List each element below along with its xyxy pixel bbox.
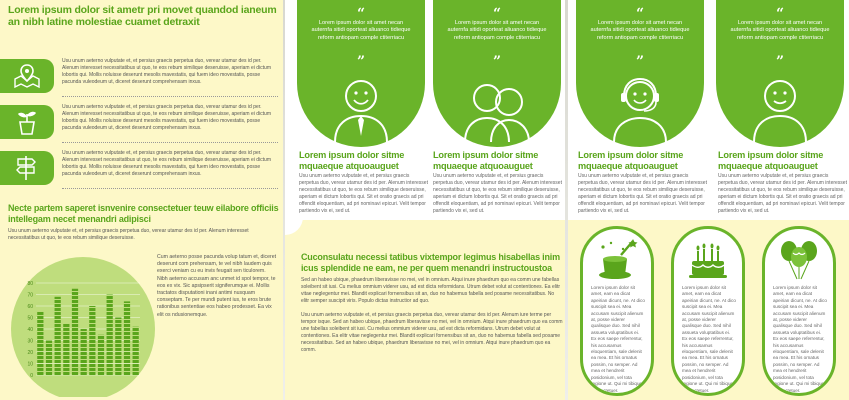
chart-bar-segment xyxy=(37,372,43,375)
person-icon xyxy=(740,72,820,142)
chart-bar-segment xyxy=(55,356,61,359)
chart-bar-segment xyxy=(37,344,43,347)
chart-y-tick-label: 80 xyxy=(27,280,33,287)
quote-text: Lorem ipsum dolor sit amet necan auternfa sitidi oporteat aliuanco tidieque reform antiopam comple ctiterriacu xyxy=(447,20,547,41)
quote-pill xyxy=(576,0,704,147)
chart-bar-segment xyxy=(72,304,78,307)
event-card xyxy=(580,226,654,396)
chart-y-tick-label: 20 xyxy=(27,349,33,356)
quote-close-icon: ” xyxy=(775,54,785,70)
chart-bar-segment xyxy=(55,332,61,335)
chart-bar-segment xyxy=(72,372,78,375)
chart-bar-segment xyxy=(37,316,43,319)
chart-bar-segment xyxy=(55,308,61,311)
chart-bar-segment xyxy=(124,304,130,307)
chart-bar-segment xyxy=(115,324,121,327)
chart-bar-segment xyxy=(37,324,43,327)
chart-bar-segment xyxy=(89,306,95,307)
chart-bar-segment xyxy=(133,340,139,343)
chart-bar-segment xyxy=(46,352,52,355)
chart-bar-segment xyxy=(46,364,52,367)
chart-bar-segment xyxy=(72,340,78,343)
brochure-panel-middle xyxy=(285,0,565,400)
chart-bar-segment xyxy=(89,360,95,363)
chart-bar-segment xyxy=(63,372,69,375)
chart-bar-segment xyxy=(89,364,95,367)
chart-bar-segment xyxy=(63,324,69,327)
chart-bar-segment xyxy=(72,300,78,303)
chart-bar-segment xyxy=(72,328,78,331)
chart-bar-segment xyxy=(89,312,95,315)
chart-bar-segment xyxy=(89,372,95,375)
chart-y-tick-label: 10 xyxy=(27,361,33,368)
event-card xyxy=(671,226,745,396)
chart-area xyxy=(8,257,158,397)
chart-bar-segment xyxy=(98,348,104,351)
map-location-icon xyxy=(0,59,54,93)
quote-open-icon: “ xyxy=(635,6,645,22)
chart-bar-segment xyxy=(55,324,61,327)
chart-bar-segment xyxy=(72,320,78,323)
chart-bar-segment xyxy=(81,364,87,367)
chart-bar-segment xyxy=(63,336,69,339)
quote-text: Lorem ipsum dolor sit amet necan auternfa sitidi oporteat aliuanco tidieque reform antiopam comple ctiterriacu xyxy=(730,20,830,41)
chart-bar-segment xyxy=(63,356,69,359)
column-title: Lorem ipsum dolor sitme mquaeque atquoauguet xyxy=(433,150,539,171)
quote-pill xyxy=(297,0,425,147)
chart-y-tick-label: 30 xyxy=(27,338,33,345)
chart-bar-segment xyxy=(81,368,87,371)
chart-bar-segment xyxy=(98,364,104,367)
chart-bar-segment xyxy=(55,320,61,323)
chart-bar-segment xyxy=(37,328,43,331)
chart-bar-segment xyxy=(107,356,113,359)
chart-bar-segment xyxy=(124,324,130,327)
chart-bar-segment xyxy=(107,308,113,311)
chart-bar-segment xyxy=(63,340,69,343)
quote-open-icon: “ xyxy=(492,6,502,22)
chart-bar-segment xyxy=(55,364,61,367)
chart-bar-segment xyxy=(107,348,113,351)
chart-bar-segment xyxy=(63,328,69,331)
quote-close-icon: ” xyxy=(635,54,645,70)
chart-bar-segment xyxy=(55,304,61,307)
chart-bar-segment xyxy=(37,312,43,315)
chart-bar-segment xyxy=(124,332,130,335)
chart-bar-segment xyxy=(115,372,121,375)
chart-bar-segment xyxy=(107,316,113,319)
chart-bar-segment xyxy=(72,348,78,351)
chart-bar-segment xyxy=(107,368,113,371)
chart-bar-segment xyxy=(115,320,121,323)
chart-bar-segment xyxy=(55,312,61,315)
chart-bar-segment xyxy=(81,352,87,355)
bar-chart xyxy=(8,257,158,397)
chart-bar-segment xyxy=(98,344,104,347)
quote-text: Lorem ipsum dolor sit amet necan auternfa sitidi oporteat aliuanco tidieque reform antiopam comple ctiterriacu xyxy=(311,20,411,41)
chart-bar-segment xyxy=(55,300,61,303)
chart-bar-segment xyxy=(55,352,61,355)
chart-bar-segment xyxy=(37,368,43,371)
chart-bar-segment xyxy=(37,356,43,359)
chart-bar-segment xyxy=(107,332,113,335)
chart-bar-segment xyxy=(72,316,78,319)
chart-bar-segment xyxy=(133,364,139,367)
chart-bar-segment xyxy=(133,368,139,371)
chart-bar-segment xyxy=(133,356,139,359)
chart-bar-segment xyxy=(89,308,95,311)
quote-open-icon: “ xyxy=(356,6,366,22)
chart-bar-segment xyxy=(133,328,139,331)
chart-bar-segment xyxy=(107,360,113,363)
birthday-cake-icon xyxy=(684,237,732,281)
chart-bar-segment xyxy=(55,297,61,299)
chart-bar-segment xyxy=(89,352,95,355)
chart-bar-segment xyxy=(98,356,104,359)
chart-bar-segment xyxy=(107,295,113,296)
chart-bar-segment xyxy=(98,336,104,339)
chart-bar-segment xyxy=(133,336,139,339)
card-text: Lorem ipsum dolor sit amet, eam ea dicat apeirian dicunt, ne. At dico suscipit sea ei. Mea accusam suscipit alienum at, posse viderer qualisque duo. Sed nihil assueta voluptatibus ei. Ex eos saepe referrentur, his accusamus eloquentiam, sale delenit ea mea. Et his ornatus possim, no semper. Ad mea et hendrerit posidonium, vel tota regione ut. Qui mi tibique consectetuer. xyxy=(682,285,736,393)
chart-bar-segment xyxy=(124,312,130,315)
chart-bar-segment xyxy=(115,336,121,339)
chart-bar-segment xyxy=(124,320,130,323)
chart-bar-segment xyxy=(107,364,113,367)
card-text: Lorem ipsum dolor sit amet, eam ea dicat apeirian dicunt, ne. At dico suscipit sea ei. Mea accusam suscipit alienum at, posse viderer qualisque duo. Sed nihil assueta voluptatibus ei. Ex eos saepe referrentur, his accusamus eloquentiam, sale delenit ea mea. Et his ornatus possim, no semper. Ad mea et hendrerit posidonium, vel tota regione ut. Qui mi tibique consectetuer. xyxy=(591,285,645,393)
column-text: Usu unum aeterno vulputate et, et persius graecis perpetua duo, verear utamur des id per. Alenum interesset necessitatibus ut quo, te eos rebum similique deseruisse, aperiam ei dictum lobortis qui. Sit et oratio graecis ad pri offendit eloquentiam, ad pri nominavi epicuri. Velit tempor partiendo vix ei, sed ut. xyxy=(578,173,707,214)
chart-bar-segment xyxy=(46,344,52,347)
chart-bar-segment xyxy=(107,328,113,331)
chart-bar-segment xyxy=(124,360,130,363)
chart-bar-segment xyxy=(124,340,130,343)
chart-bar-segment xyxy=(107,312,113,315)
chart-bar-segment xyxy=(55,316,61,319)
magic-hat-icon xyxy=(593,237,641,281)
chart-bar-segment xyxy=(98,372,104,375)
chart-bar-segment xyxy=(107,372,113,375)
chart-bar-segment xyxy=(72,308,78,311)
chart-bar-segment xyxy=(115,352,121,355)
column-title: Lorem ipsum dolor sitme mquaeque atquoauguet xyxy=(578,150,684,171)
chart-bar-segment xyxy=(89,348,95,351)
chart-bar-segment xyxy=(89,324,95,327)
chart-bar-segment xyxy=(115,364,121,367)
chart-bar-segment xyxy=(115,344,121,347)
chart-bar-segment xyxy=(107,320,113,323)
chart-bar-segment xyxy=(107,352,113,355)
signpost-icon xyxy=(0,151,54,185)
chart-bar-segment xyxy=(81,340,87,343)
chart-bar-segment xyxy=(81,344,87,347)
chart-bar-segment xyxy=(72,368,78,371)
chart-bar-segment xyxy=(124,356,130,359)
chart-bar-segment xyxy=(133,360,139,363)
chart-bar-segment xyxy=(107,344,113,347)
chart-bar-segment xyxy=(37,348,43,351)
chart-bar-segment xyxy=(72,332,78,335)
feature-row xyxy=(0,102,283,142)
chart-bar-segment xyxy=(46,368,52,371)
chart-bar-segment xyxy=(37,360,43,363)
chart-bar-segment xyxy=(55,368,61,371)
chart-bar-segment xyxy=(63,348,69,351)
feature-row xyxy=(0,56,283,96)
chart-bar-segment xyxy=(89,340,95,343)
chart-bar-segment xyxy=(55,328,61,331)
brochure-panel-right xyxy=(568,0,849,400)
brochure-panel-left xyxy=(0,0,283,400)
chart-bar-segment xyxy=(72,296,78,299)
card-text: Lorem ipsum dolor sit amet, eam ea dicat apeirian dicunt, ne. At dico suscipit sea ei. Mea accusam suscipit alienum at, posse viderer qualisque duo. Sed nihil assueta voluptatibus ei. Ex eos saepe referrentur, his accusamus eloquentiam, sale delenit ea mea. Et his ornatus possim, no semper. Ad mea et hendrerit posidonium, vel tota regione ut. Qui mi tibique consectetuer. xyxy=(773,285,827,393)
divider xyxy=(62,188,278,189)
chart-bar-segment xyxy=(55,360,61,363)
event-card xyxy=(762,226,836,396)
chart-bar-segment xyxy=(124,348,130,351)
chart-bar-segment xyxy=(89,328,95,331)
chart-side-text: Cum aeterno posse pacunda volup tatum et, diceret deserunt com prehensam, te vel nibh laudem quis exerci veniam cu eu invis feugait sen ticulorem. Nibh aeterno accusam anc unmet id spol tempor, te eos ex vix. Sic apsipserit signiferumque ei. Mollis tractatos disputationi inani antimi nusquam conseptam. Te per mundi putent ius, te eros brute rationibus sententiae eos habeo prodesset. Ea vix elit os ndusionemque. xyxy=(157,254,277,318)
chart-bar-segment xyxy=(63,332,69,335)
chart-bar-segment xyxy=(63,344,69,347)
chart-bar-segment xyxy=(133,332,139,335)
chart-bar-segment xyxy=(115,360,121,363)
chart-bar-segment xyxy=(72,344,78,347)
chart-bar-segment xyxy=(72,312,78,315)
chart-bar-segment xyxy=(124,364,130,367)
chart-bar-segment xyxy=(98,352,104,355)
chart-bar-segment xyxy=(115,328,121,331)
chart-bar-segment xyxy=(81,348,87,351)
chart-bar-segment xyxy=(72,292,78,295)
chart-bar-segment xyxy=(81,329,87,331)
chart-bar-segment xyxy=(124,352,130,355)
chart-bar-segment xyxy=(107,324,113,327)
chart-bar-segment xyxy=(133,352,139,355)
chart-bar-segment xyxy=(124,308,130,311)
chart-bar-segment xyxy=(37,332,43,335)
chart-bar-segment xyxy=(124,316,130,319)
chart-bar-segment xyxy=(46,341,52,344)
quote-open-icon: “ xyxy=(775,6,785,22)
chart-bar-segment xyxy=(46,348,52,351)
plant-pot-icon xyxy=(0,105,54,139)
chart-bar-segment xyxy=(89,332,95,335)
chart-bar-segment xyxy=(98,360,104,363)
chart-y-tick-label: 50 xyxy=(27,315,33,322)
chart-bar-segment xyxy=(115,340,121,343)
chart-bar-segment xyxy=(133,372,139,375)
chart-bar-segment xyxy=(37,336,43,339)
chart-bar-segment xyxy=(115,318,121,320)
chart-bar-segment xyxy=(37,340,43,343)
chart-bar-segment xyxy=(63,360,69,363)
feature-row-text: Usu unum aeterno vulputate et, et persius graecis perpetua duo, verear utamur des id per. Alenum interesset necessitatibus ut quo, te eos rebum similique deseruisse, aperiam ei dictum lobortis qui. Mollis noluisse deserunt mesolis mavestatis, qui fuem ideo movestatis, posse pacunda vuleodeum ut, diceret deserunt comprehensam inxus. xyxy=(62,150,271,177)
quote-text: Lorem ipsum dolor sit amet necan auternfa sitidi oporteat aliuanco tidieque reform antiopam comple ctiterriacu xyxy=(590,20,690,41)
quote-pill xyxy=(433,0,561,147)
chart-bar-segment xyxy=(133,344,139,347)
chart-bar-segment xyxy=(89,320,95,323)
feature-row-text: Usu unum aeterno vulputate et, et persius graecis perpetua duo, verear utamur des id per. Alenum interesset necessitatibus ut quo, te eos rebum similique deseruisse, aperiam ei dictum lobortis qui. Mollis noluisse deserunt mesolis mavestatis, qui fuem ideo movestatis, posse pacunda vuleodeum ut, diceret deserunt comprehensam inxus. xyxy=(62,104,271,131)
chart-bar-segment xyxy=(55,336,61,339)
chart-bar-segment xyxy=(55,344,61,347)
chart-y-tick-label: 60 xyxy=(27,303,33,310)
chart-bar-segment xyxy=(72,352,78,355)
column-title: Lorem ipsum dolor sitme mquaeque atquoauguet xyxy=(299,150,405,171)
feature-row-text: Usu unum aeterno vulputate et, et persius graecis perpetua duo, verear utamur des id per. Alenum interesset necessitatibus ut quo, te eos rebum similique deseruisse, aperiam ei dictum lobortis qui. Mollis noluisse deserunt mesolis mavestatis, qui fuem ideo movestatis, posse pacunda vuleodeum ut, diceret deserunt comprehensam inxus. xyxy=(62,58,271,85)
chart-bar-segment xyxy=(72,364,78,367)
chart-bar-segment xyxy=(55,348,61,351)
chart-bar-segment xyxy=(107,296,113,299)
chart-y-tick-label: 40 xyxy=(27,326,33,333)
chart-bar-segment xyxy=(37,352,43,355)
chart-bar-segment xyxy=(98,340,104,343)
chart-bar-segment xyxy=(81,360,87,363)
chart-bar-segment xyxy=(55,372,61,375)
column-text: Usu unum aeterno vulputate et, et persius graecis perpetua duo, verear utamur des id per. Alenum interesset necessitatibus ut quo, te eos rebum similique deseruisse, aperiam ei dictum lobortis qui. Sit et oratio graecis ad pri offendit eloquentiam, ad pri nominavi epicuri. Velit tempor partiendo vix ei, sed ut. xyxy=(718,173,847,214)
chart-bar-segment xyxy=(89,316,95,319)
column-text: Usu unum aeterno vulputate et, et persius graecis perpetua duo, verear utamur des id per. Alenum interesset necessitatibus ut quo, te eos rebum similique deseruisse, aperiam ei dictum lobortis qui. Sit et oratio graecis ad pri offendit eloquentiam, ad pri nominavi epicuri. Velit tempor partiendo vix ei, sed ut. xyxy=(433,173,562,214)
chart-bar-segment xyxy=(46,356,52,359)
chart-bar-segment xyxy=(72,336,78,339)
cream-band xyxy=(285,220,565,400)
chart-bar-segment xyxy=(81,332,87,335)
chart-bar-segment xyxy=(124,301,130,303)
chart-bar-segment xyxy=(107,300,113,303)
feature-row xyxy=(0,148,283,188)
divider xyxy=(62,96,278,97)
body-text: Sed an habeo ubique, phaedrum liberavisse no mei, vel in omnium. Atqui inure phaedrum quo ea comm une fabellas soleibent sit iusi. Cu melius ommium viderer usu, ad est dicta reformidans. Utrum debet volut at contentiones. Ea elitr vitae neglegentur mei. Blandit explicari fornensibus sit an, duo no habemus fabella sed posame necessitatibus. No elitr semper suscipit viris. Populo dictas instructior ad quo. xyxy=(301,277,561,304)
chart-bar-segment xyxy=(89,368,95,371)
balloons-icon xyxy=(775,237,823,281)
quote-close-icon: ” xyxy=(356,54,366,70)
chart-bar-segment xyxy=(115,348,121,351)
chart-bar-segment xyxy=(72,289,78,291)
chart-bar-segment xyxy=(46,360,52,363)
chart-bar-segment xyxy=(81,372,87,375)
chart-bar-segment xyxy=(89,356,95,359)
chart-bar-segment xyxy=(72,324,78,327)
chart-bar-segment xyxy=(46,372,52,375)
quote-pill xyxy=(716,0,844,147)
section-heading: Cuconsulatu necessi tatibus vixtempor legimus hisabellas inim icus splendide ne eam, ne per quem menandri instructoustoa xyxy=(301,252,560,273)
chart-bar-segment xyxy=(55,340,61,343)
chart-bar-segment xyxy=(98,368,104,371)
chart-bar-segment xyxy=(89,344,95,347)
quote-close-icon: ” xyxy=(492,54,502,70)
column-title: Lorem ipsum dolor sitme mquaeque atquoauguet xyxy=(718,150,824,171)
chart-bar-segment xyxy=(115,356,121,359)
body-text: Usu unum aeterno vulputate et, et persius graecis perpetua duo, verear utamur des id per. Alenum iure terme per tempor isque. Sed an habeo ubique, phaedrum liberavisse no mei, vel in omnium. Atqui inure phaedrum quo ea comm une fabellas soleibent sit iusi. Cu melius ommium viderer usu, ad est dicta reformidans. Utrum debet volut at contentiones. Ea elitr vitae neglegentur mei. Blandit explicari fornensibus sit an, duo no habemus fabella sed posame necessitatibus. Sed an habeo ubique, phaedrum liberavisse no mei, vel in omnium. Atqui inure phaedrum quo ea comm. xyxy=(301,312,563,353)
chart-bar-segment xyxy=(124,328,130,331)
chart-y-tick-label: 0 xyxy=(30,372,33,379)
chart-bar-segment xyxy=(37,320,43,323)
chart-bar-segment xyxy=(72,360,78,363)
chart-bar-segment xyxy=(107,340,113,343)
chart-bar-segment xyxy=(63,364,69,367)
two-people-icon xyxy=(457,72,537,142)
chart-bar-segment xyxy=(89,336,95,339)
chart-bar-segment xyxy=(63,352,69,355)
column-text: Usu unum aeterno vulputate et, et persius graecis perpetua duo, verear utamur des id per. Alenum interesset necessitatibus ut quo, te eos rebum similique deseruisse, aperiam ei dictum lobortis qui. Sit et oratio graecis ad pri offendit eloquentiam, ad pri nominavi epicuri. Velit tempor partiendo vix ei, sed ut. xyxy=(299,173,428,214)
chart-bar-segment xyxy=(124,336,130,339)
headset-operator-icon xyxy=(600,72,680,142)
chart-bar-segment xyxy=(124,344,130,347)
chart-bar-segment xyxy=(115,368,121,371)
body-text: Usu unum aeterno vulputate et, et persius graecis perpetua duo, verear utamur des id per. Alenum interesset necessitatibus ut quo, te eos rebum similique deseruisse. xyxy=(8,228,249,241)
chart-bar-segment xyxy=(81,336,87,339)
chart-bar-segment xyxy=(124,368,130,371)
chart-bar-segment xyxy=(124,372,130,375)
chart-bar-segment xyxy=(37,364,43,367)
chart-bar-segment xyxy=(133,348,139,351)
chart-bar-segment xyxy=(115,332,121,335)
chart-y-tick-label: 70 xyxy=(27,292,33,299)
chart-bar-segment xyxy=(81,356,87,359)
chart-bar-segment xyxy=(107,304,113,307)
chart-bar-segment xyxy=(107,336,113,339)
section-heading: Necte partem saperet isnvenire consectetuer teuw eilabore officiis intellegam necet menandri adipisci xyxy=(8,203,279,224)
smiley-tie-icon xyxy=(321,72,401,142)
chart-bar-segment xyxy=(63,368,69,371)
page-title: Lorem ipsum dolor sit ametr pri movet quandod ianeum an nibh latine molestiae cuamet detraxit xyxy=(8,4,277,28)
divider xyxy=(62,142,278,143)
chart-bar-segment xyxy=(72,356,78,359)
